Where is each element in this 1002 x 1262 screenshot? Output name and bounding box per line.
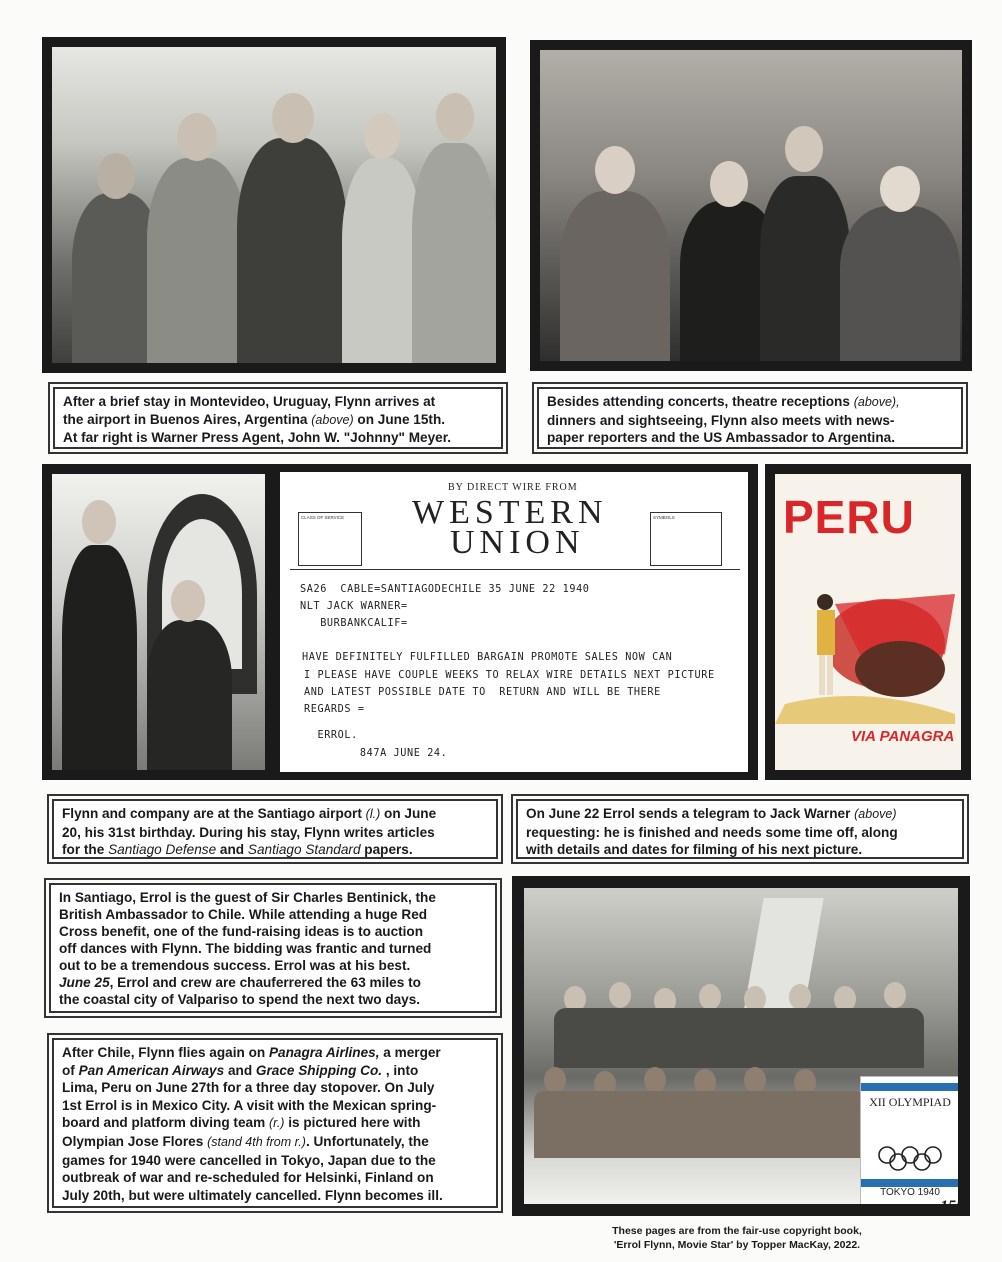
caption-line — [59, 974, 487, 991]
caption-text: for the — [62, 842, 109, 857]
photo-buenos-aires-airport — [52, 47, 496, 363]
telegram-signature: ERROL. — [304, 730, 358, 741]
newspaper-name: Santiago Standard — [247, 842, 361, 857]
newspaper-name: Santiago Defense — [108, 842, 217, 857]
caption-text: is pictured here with — [284, 1115, 421, 1131]
caption-santiago-guest — [49, 883, 497, 1013]
company-name: Pan American Airways — [78, 1062, 225, 1078]
caption-note: (l.) — [365, 807, 381, 821]
caption-line: Lima, Peru on June 27th for a three day stopover. On July — [62, 1080, 435, 1096]
photo-mexican-diving-team — [524, 888, 958, 1204]
caption-note: (above), — [853, 395, 900, 409]
caption-line — [62, 1133, 488, 1152]
caption-text: Flynn and company are at the Santiago airport — [62, 806, 366, 821]
telegram-header: BY DIRECT WIRE FROM — [448, 482, 578, 493]
caption-line: the coastal city of Valpariso to spend the next two days. — [59, 992, 421, 1007]
poster-title: PERU — [783, 491, 915, 543]
footer-line: 'Errol Flynn, Movie Star' by Topper MacKay, 2022. — [613, 1239, 861, 1251]
olympiad-badge — [860, 1076, 958, 1204]
telegram-brand-line2: UNION — [450, 524, 585, 561]
symbols-box — [650, 512, 722, 566]
poster-subtitle: VIA PANAGRA — [851, 728, 955, 745]
caption-line — [62, 841, 488, 859]
photo-frame-buenos-aires — [42, 37, 506, 373]
caption-text: On June 22 Errol sends a telegram to Jack Warner — [526, 806, 855, 821]
caption-line — [547, 393, 953, 412]
olympic-rings-icon — [875, 1145, 945, 1171]
caption-date: June 25 — [59, 975, 110, 990]
telegram-brand-line1: WESTERN — [412, 494, 608, 531]
photo-frame-reception — [530, 40, 972, 371]
caption-line — [62, 1062, 488, 1080]
caption-buenos-aires — [53, 387, 503, 449]
caption-text: on June 15th. — [353, 411, 446, 427]
caption-text: papers. — [360, 842, 413, 857]
caption-line — [62, 1114, 488, 1133]
caption-line: After a brief stay in Montevideo, Uruguay, Flynn arrives at — [63, 394, 436, 409]
photo-frame-diving-team — [512, 876, 970, 1216]
photo-santiago-airport — [52, 474, 265, 770]
caption-text: the airport in Buenos Aires, Argentina — [63, 411, 308, 427]
caption-santiago-airport — [52, 799, 498, 859]
telegram-line: I PLEASE HAVE COUPLE WEEKS TO RELAX WIRE DETAILS NEXT PICTURE — [304, 670, 715, 681]
class-of-service-label: CLASS OF SERVICE — [301, 515, 345, 520]
caption-text: board and platform diving team — [62, 1115, 269, 1131]
caption-line: requesting: he is finished and needs some time off, along — [526, 824, 898, 840]
caption-note: (r.) — [268, 1116, 285, 1131]
telegram-line: BURBANKCALIF= — [300, 618, 408, 629]
western-union-telegram — [280, 472, 748, 772]
caption-text: Besides attending concerts, theatre receptions — [547, 394, 854, 409]
caption-line: British Ambassador to Chile. While attending a huge Red — [59, 907, 428, 922]
class-of-service-box — [298, 512, 362, 566]
telegram-line: NLT JACK WARNER= — [300, 601, 408, 612]
caption-note: (stand 4th from r.) — [207, 1134, 306, 1149]
bullfighter-illustration — [775, 564, 961, 724]
caption-line: paper reporters and the US Ambassador to Argentina. — [547, 430, 895, 445]
photo-frame-santiago-airport — [42, 464, 275, 780]
telegram-line: HAVE DEFINITELY FULFILLED BARGAIN PROMOTE SALES NOW CAN — [302, 652, 673, 663]
caption-line — [62, 805, 488, 824]
caption-text: , Errol and crew are chauferrered the 63 miles to — [109, 975, 421, 990]
caption-line — [63, 411, 493, 430]
caption-line: At far right is Warner Press Agent, John W. "Johnny" Meyer. — [63, 430, 452, 445]
copyright-footer — [572, 1224, 902, 1252]
caption-chile-lima — [52, 1038, 498, 1208]
caption-line: outbreak of war and re-scheduled for Helsinki, Finland on — [62, 1170, 434, 1186]
photo-theatre-reception — [540, 50, 962, 361]
caption-line: games for 1940 were cancelled in Tokyo, Japan due to the — [62, 1152, 436, 1168]
caption-text: and — [216, 842, 248, 857]
company-name: Grace Shipping Co. — [255, 1062, 383, 1078]
caption-text: on June — [380, 806, 437, 821]
caption-note: (above) — [854, 807, 897, 821]
airline-name: Panagra Airlines, — [268, 1045, 380, 1060]
caption-line: July 20th, but were ultimately cancelled. Flynn becomes ill. — [62, 1187, 443, 1203]
poster-frame-peru — [765, 464, 971, 780]
symbols-label: SYMBOLS — [653, 515, 675, 520]
team-row-standing — [554, 978, 924, 1068]
caption-line: with details and dates for filming of his next picture. — [526, 842, 863, 857]
caption-text: . Unfortunately, the — [305, 1133, 429, 1149]
caption-line: out to be a tremendous success. Errol was at his best. — [59, 958, 411, 973]
telegram-received-time: 847A JUNE 24. — [306, 748, 448, 759]
caption-text: Olympian Jose Flores — [62, 1133, 208, 1149]
caption-line: dinners and sightseeing, Flynn also meets with news- — [547, 412, 895, 428]
caption-line: 20, his 31st birthday. During his stay, Flynn writes articles — [62, 824, 435, 840]
olympiad-title: XII OLYMPIAD — [869, 1095, 951, 1109]
telegram-line: AND LATEST POSSIBLE DATE TO RETURN AND WILL BE THERE — [304, 687, 661, 698]
caption-text: , into — [382, 1062, 419, 1078]
olympiad-city-year: TOKYO 1940 — [880, 1187, 940, 1198]
telegram-frame — [270, 464, 758, 780]
team-row-seated — [534, 1063, 864, 1158]
caption-line: 1st Errol is in Mexico City. A visit with the Mexican spring- — [62, 1097, 437, 1113]
caption-text: After Chile, Flynn flies again on — [62, 1045, 269, 1060]
page-number: 155 — [940, 1198, 964, 1215]
caption-line: off dances with Flynn. The bidding was frantic and turned — [59, 941, 432, 956]
caption-line — [62, 1044, 488, 1062]
caption-text: a merger — [379, 1045, 441, 1060]
caption-line: Cross benefit, one of the fund-raising ideas is to auction — [59, 924, 424, 939]
caption-text: of — [62, 1062, 79, 1078]
caption-note: (above) — [311, 412, 354, 427]
caption-line — [526, 805, 954, 824]
footer-line: These pages are from the fair-use copyright book, — [612, 1225, 862, 1237]
caption-text: and — [224, 1062, 256, 1078]
caption-reporters — [537, 387, 963, 449]
caption-telegram — [516, 799, 964, 859]
peru-poster — [775, 474, 961, 770]
telegram-line: SA26 CABLE=SANTIAGODECHILE 35 JUNE 22 1940 — [300, 584, 590, 595]
caption-line: In Santiago, Errol is the guest of Sir Charles Bentinick, the — [59, 890, 436, 905]
telegram-line: REGARDS = — [304, 704, 365, 715]
